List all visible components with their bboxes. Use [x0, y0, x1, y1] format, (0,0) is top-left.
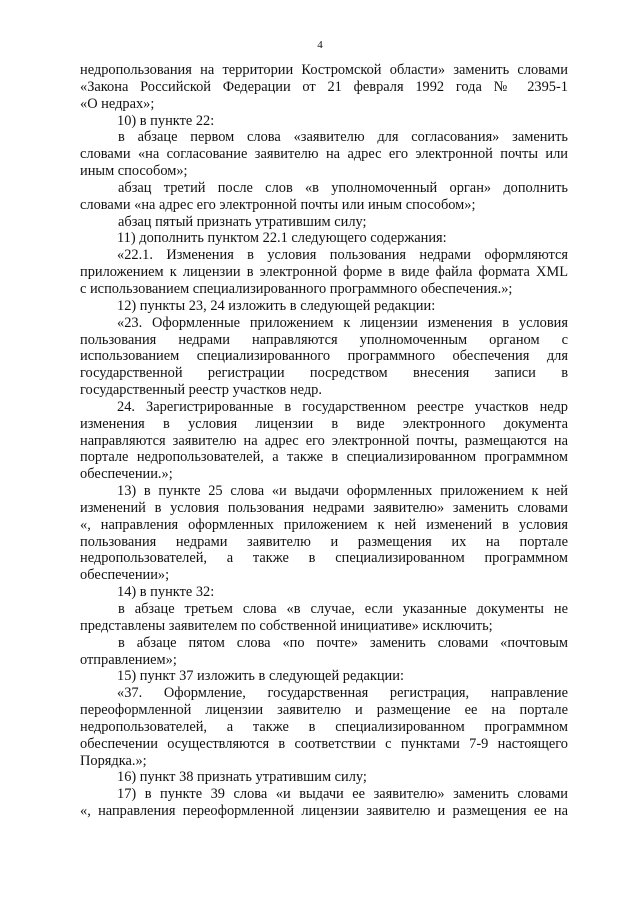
- text-line: 16) пункт 38 признать утратившим силу;: [117, 769, 367, 786]
- text-line: абзац пятый признать утратившим силу;: [118, 213, 367, 230]
- text-line: иным способом»;: [80, 163, 188, 180]
- text-line: «О недрах»;: [80, 95, 155, 112]
- text-line: направляются заявителю на адрес его электронной почты, размещаются на: [80, 432, 568, 449]
- text-line: «23. Оформленные приложением к лицензии изменения в условия: [117, 314, 568, 331]
- text-line: недропользователей, а также в специализированном программном: [80, 550, 568, 567]
- text-line: абзац третий после слов «в уполномоченный орган» дополнить: [118, 179, 568, 196]
- text-line: 12) пункты 23, 24 изложить в следующей редакции:: [117, 297, 436, 314]
- text-line: с использованием специализированного программного обеспечения.»;: [80, 280, 513, 297]
- text-line: 14) в пункте 32:: [117, 584, 215, 601]
- text-line: 10) в пункте 22:: [117, 112, 215, 129]
- text-line: пользования недрами направляются уполномоченным органом с: [80, 331, 568, 348]
- text-line: 24. Зарегистрированные в государственном реестре участков недр: [117, 398, 568, 415]
- text-line: обеспечении»;: [80, 567, 170, 584]
- text-line: «, направления переоформленной лицензии заявителю и размещения ее на: [80, 803, 568, 820]
- document-body: [80, 62, 568, 820]
- text-line: в абзаце третьем слова «в случае, если указанные документы не: [118, 601, 568, 617]
- page-number: 4: [317, 39, 323, 51]
- text-line: приложением к лицензии в электронной форме в виде файла формата XML: [80, 264, 568, 281]
- text-line: 13) в пункте 25 слова «и выдачи оформленных приложением к ней: [117, 483, 568, 500]
- text-line: в абзаце пятом слова «по почте» заменить словами «почтовым: [118, 634, 568, 651]
- text-line: недропользователей, а также в специализированном программном: [80, 718, 568, 735]
- text-line: Порядка.»;: [80, 752, 147, 769]
- text-line: государственный реестр участков недр.: [80, 382, 322, 399]
- text-line: «Закона Российской Федерации от 21 февраля 1992 года № 2395-1: [80, 78, 568, 95]
- text-line: использованием специализированного программного обеспечения для: [80, 348, 568, 365]
- text-line: словами «на адрес его электронной почты или иным способом»;: [80, 196, 476, 213]
- text-line: переоформленной лицензии заявителю и размещение ее на портале: [80, 702, 568, 719]
- text-line: обеспечении осуществляются в соответствии с пунктами 7-9 настоящего: [80, 735, 568, 752]
- text-line: в абзаце первом слова «заявителю для согласования» заменить: [118, 129, 568, 146]
- text-line: обеспечении.»;: [80, 466, 173, 483]
- text-line: недропользования на территории Костромской области» заменить словами: [80, 62, 568, 78]
- text-line: словами «на согласование заявителю на адрес его электронной почты или: [80, 146, 568, 163]
- text-line: 17) в пункте 39 слова «и выдачи ее заявителю» заменить словами: [117, 786, 568, 803]
- text-line: «37. Оформление, государственная регистрация, направление: [117, 685, 568, 702]
- text-line: изменений в условия пользования недрами заявителю» заменить словами: [80, 499, 568, 516]
- text-line: представлены заявителем по собственной инициативе» исключить;: [80, 617, 493, 634]
- text-line: «, направления оформленных приложением к ней изменений в условия: [80, 516, 568, 533]
- text-line: 15) пункт 37 изложить в следующей редакции:: [117, 668, 404, 685]
- text-line: отправлением»;: [80, 651, 177, 668]
- text-line: пользования недрами заявителю и размещения их на портале: [80, 533, 568, 550]
- text-line: «22.1. Изменения в условия пользования недрами оформляются: [117, 247, 568, 264]
- text-line: государственной регистрации посредством внесения записи в: [80, 365, 568, 382]
- text-line: портале недропользователей, а также в специализированном программном: [80, 449, 568, 466]
- text-line: 11) дополнить пунктом 22.1 следующего содержания:: [117, 230, 447, 247]
- text-line: изменения в условия лицензии в виде электронного документа: [80, 415, 568, 432]
